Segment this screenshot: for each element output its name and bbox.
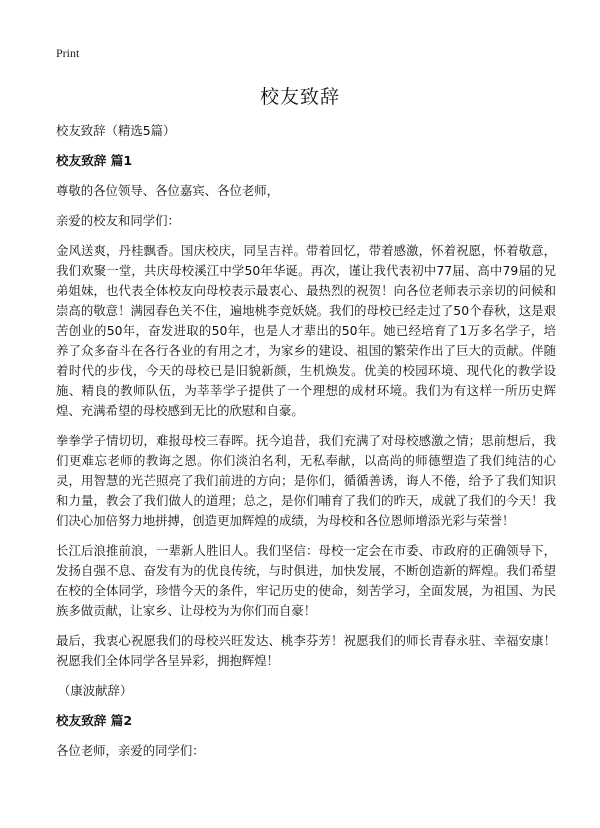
document-body <box>56 121 556 771</box>
section-2-salutation: 各位老师，亲爱的同学们： <box>56 743 205 758</box>
paragraph-3: 长江后浪推前浪，一辈新人胜旧人。我们坚信：母校一定会在市委、市政府的正确领导下，发扬自强不息、奋发有为的优良传统，与时俱进，加快发展，不断创造新的辉煌。我们希望在校的全体同学，珍惜今天的条件，牢记历史的使命，刻苦学习，全面发展，为祖国、为民族多做贡献，让家乡、让母校为为你们而自豪！ <box>56 543 556 618</box>
print-link[interactable]: Print <box>56 46 80 60</box>
section-heading-1: 校友致辞 篇1 <box>56 153 133 168</box>
document-subtitle: 校友致辞（精选5篇） <box>56 123 176 138</box>
section-heading-2: 校友致辞 篇2 <box>56 713 133 728</box>
paragraph-4: 最后，我衷心祝愿我们的母校兴旺发达、桃李芬芳！祝愿我们的师长青春永驻、幸福安康！祝愿我们全体同学各呈异彩，拥抱辉煌！ <box>56 633 556 668</box>
salutation-1: 尊敬的各位领导、各位嘉宾、各位老师， <box>56 183 280 198</box>
signature: （康波献辞） <box>58 683 133 698</box>
paragraph-2: 拳拳学子情切切，难报母校三春晖。抚今追昔，我们充满了对母校感激之情；思前想后，我们更难忘老师的教诲之恩。你们淡泊名利，无私奉献，以高尚的师德塑造了我们纯洁的心灵，用智慧的光芒照亮了我们前进的方向；是你们，循循善诱，诲人不倦，给予了我们知识和力量，教会了我们做人的道理；总之，是你们哺育了我们的昨天，成就了我们的今天！我们决心加倍努力地拼搏，创造更加辉煌的成绩，为母校和各位恩师增添光彩与荣誉！ <box>56 433 556 528</box>
page-title: 校友致辞 <box>259 86 340 108</box>
salutation-2: 亲爱的校友和同学们： <box>56 213 180 228</box>
paragraph-1: 金风送爽，丹桂飘香。国庆校庆，同呈吉祥。带着回忆，带着感激，怀着祝愿，怀着敬意，我们欢聚一堂，共庆母校溪江中学50年华诞。再次，谨让我代表初中77届、高中79届的兄弟姐妹，也代表全体校友向母校表示最衷心、最热烈的祝贺！向各位老师表示亲切的问候和崇高的敬意！满园春色关不住，遍地桃李竞妖娆。我们的母校已经走过了50个春秋，这是艰苦创业的50年，奋发进取的50年，也是人才辈出的50年。她已经培育了1万多名学子，培养了众多奋斗在各行各业的有用之才，为家乡的建设、祖国的繁荣作出了巨大的贡献。伴随着时代的步伐，今天的母校已是旧貌新颜，生机焕发。优美的校园环境、现代化的教学设施、精良的教师队伍，为莘莘学子提供了一个理想的成材环境。我们为有这样一所历史辉煌、充满希望的母校感到无比的欣慰和自豪。 <box>56 243 556 418</box>
